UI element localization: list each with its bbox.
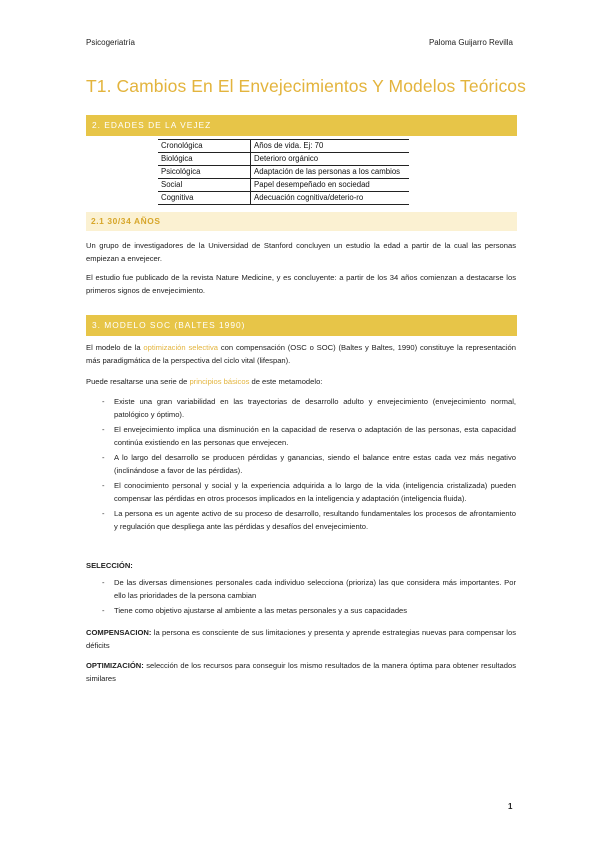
paragraph-stanford: Un grupo de investigadores de la Universidad de Stanford concluyen un estudio la edad a partir de la cual las personas empiezan a envejecer. xyxy=(86,241,516,263)
table-cell-type: Biológica xyxy=(158,153,251,166)
table-cell-description: Adecuación cognitiva/deterio-ro xyxy=(251,192,410,205)
list-item-text: La persona es un agente activo de su proceso de desarrollo, resultando fundamentales los procesos de afrontamiento y regulación que despliega ante las pérdidas y desafíos del envejecimiento. xyxy=(114,509,516,531)
compensacion-text: la persona es consciente de sus limitaciones y presenta y aprende estrategias nuevas para compensar los déficits xyxy=(86,628,516,650)
principles-list xyxy=(100,395,516,535)
section-heading-edades: 2. EDADES DE LA VEJEZ xyxy=(86,115,517,136)
list-item xyxy=(100,479,516,505)
table-cell-description: Adaptación de las personas a los cambios xyxy=(251,166,410,179)
compensacion-label: COMPENSACION: xyxy=(86,628,152,637)
principles-text: de este metamodelo: xyxy=(249,377,323,386)
list-item xyxy=(100,604,516,617)
table-cell-description: Años de vida. Ej: 70 xyxy=(251,140,410,153)
dash-bullet-icon: - xyxy=(102,481,105,490)
list-item-text: De las diversas dimensiones personales cada individuo selecciona (prioriza) las que considera más importantes. Por ello las prioridades de la persona cambian xyxy=(114,578,516,600)
table-row xyxy=(158,140,409,153)
table-cell-description: Deterioro orgánico xyxy=(251,153,410,166)
table-row xyxy=(158,153,409,166)
table-row xyxy=(158,179,409,192)
list-item xyxy=(100,576,516,602)
list-item-text: El conocimiento personal y social y la experiencia adquirida a lo largo de la vida (inteligencia cristalizada) pueden compensar las pérdidas en otros procesos implicados en la inteligencia y adaptación (inteligencia fluida). xyxy=(114,481,516,503)
table-cell-type: Social xyxy=(158,179,251,192)
dash-bullet-icon: - xyxy=(102,397,105,406)
list-item xyxy=(100,507,516,533)
paragraph-soc-intro xyxy=(86,341,516,367)
principles-text: Puede resaltarse una serie de xyxy=(86,377,190,386)
seleccion-list xyxy=(100,576,516,619)
page-number: 1 xyxy=(508,802,513,811)
dash-bullet-icon: - xyxy=(102,578,105,587)
subsection-heading-30-34: 2.1 30/34 AÑOS xyxy=(86,212,517,231)
optimizacion-text: selección de los recursos para conseguir los mismo resultados de la manera óptima para obtener resultados similares xyxy=(86,661,516,683)
table-row xyxy=(158,166,409,179)
dash-bullet-icon: - xyxy=(102,606,105,615)
list-item-text: A lo largo del desarrollo se producen pérdidas y ganancias, siendo el balance entre estas cada vez más negativo (inclinándose a favor de las pérdidas). xyxy=(114,453,516,475)
list-item xyxy=(100,395,516,421)
header-subject: Psicogeriatría xyxy=(86,38,135,47)
dash-bullet-icon: - xyxy=(102,425,105,434)
highlight-principios-basicos: principios básicos xyxy=(189,377,250,386)
seleccion-label xyxy=(86,559,516,572)
table-row xyxy=(158,192,409,205)
dash-bullet-icon: - xyxy=(102,509,105,518)
optimizacion-label: OPTIMIZACIÓN: xyxy=(86,661,144,670)
list-item xyxy=(100,451,516,477)
table-cell-description: Papel desempeñado en sociedad xyxy=(251,179,410,192)
paragraph-compensacion xyxy=(86,626,516,652)
table-cell-type: Cronológica xyxy=(158,140,251,153)
ages-table xyxy=(158,139,409,205)
table-cell-type: Cognitiva xyxy=(158,192,251,205)
list-item-text: Existe una gran variabilidad en las trayectorias de desarrollo adulto y envejecimiento (envejecimiento normal, patológico y óptimo). xyxy=(114,397,516,419)
page-title: T1. Cambios En El Envejecimientos Y Modelos Teóricos xyxy=(86,76,526,96)
soc-intro-text: El modelo de la xyxy=(86,343,144,352)
paragraph-nature-medicine: El estudio fue publicado de la revista Nature Medicine, y es concluyente: a partir de los 34 años comienzan a destacarse los primeros signos de envejecimiento. xyxy=(86,273,516,295)
paragraph-principles xyxy=(86,375,516,388)
paragraph-optimizacion xyxy=(86,659,516,685)
list-item-text: El envejecimiento implica una disminución en la capacidad de reserva o adaptación de las personas, esta capacidad continúa existiendo en las personas que envejecen. xyxy=(114,425,516,447)
header-author: Paloma Guijarro Revilla xyxy=(428,38,513,47)
seleccion-label-text: SELECCIÓN: xyxy=(86,561,133,570)
list-item xyxy=(100,423,516,449)
table-cell-type: Psicológica xyxy=(158,166,251,179)
list-item-text: Tiene como objetivo ajustarse al ambiente a las metas personales y a sus capacidades xyxy=(114,606,408,615)
soc-intro-text: con compensación (OSC o SOC) (Baltes y Baltes, 1990) constituye la representación más paradigmática de la perspectiva del ciclo vital (lifespan). xyxy=(86,343,516,365)
highlight-optimizacion-selectiva: optimización selectiva xyxy=(143,343,219,352)
dash-bullet-icon: - xyxy=(102,453,105,462)
section-heading-modelo-soc: 3. MODELO SOC (BALTES 1990) xyxy=(86,315,517,336)
